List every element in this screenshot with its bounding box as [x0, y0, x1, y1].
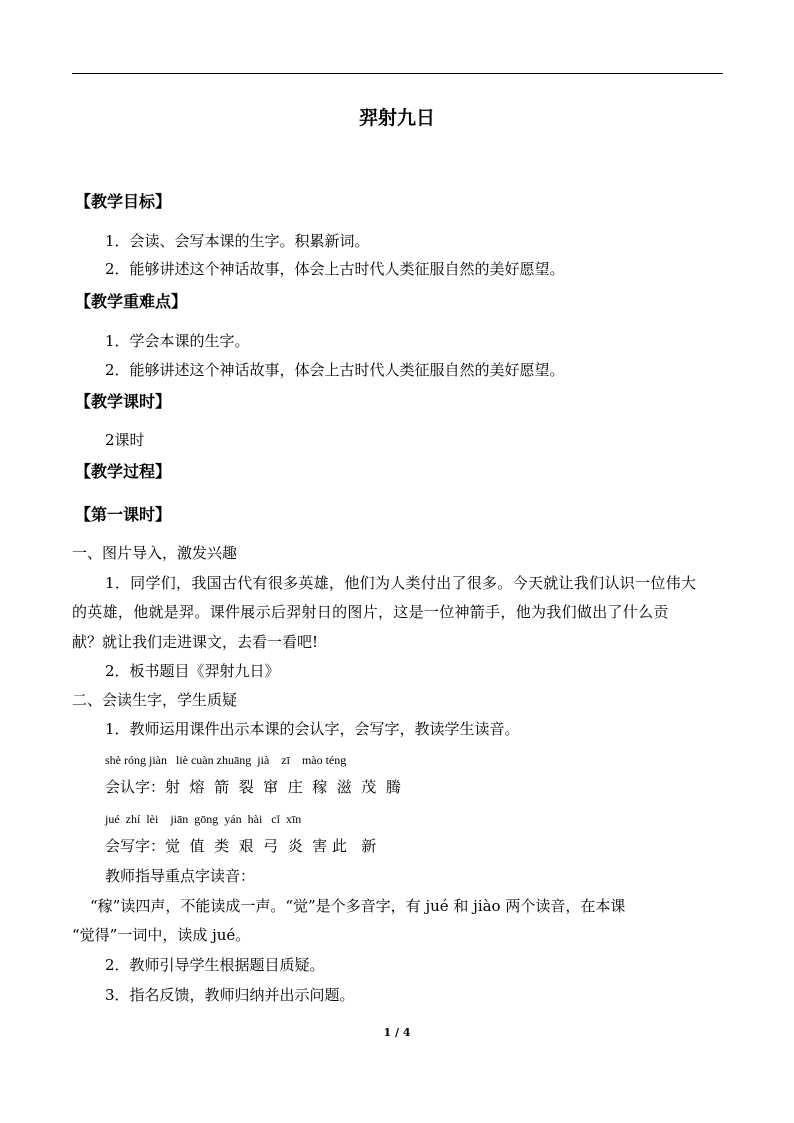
recognize-row: [105, 776, 401, 798]
write-label: 会写字：: [105, 837, 166, 855]
section1-p2: 2．板书题目《羿射九日》: [105, 662, 280, 680]
page-number: 1 / 4: [383, 1026, 411, 1039]
objective-2: 2．能够讲述这个神话故事，体会上古时代人类征服自然的美好愿望。: [105, 260, 565, 278]
heading-key-points: 【教学重难点】: [75, 292, 188, 311]
objective-1: 1．会读、会写本课的生字。积累新词。: [105, 232, 370, 250]
section1-p1-line1: 1．同学们，我国古代有很多英雄，他们为人类付出了很多。今天就让我们认识一位伟大: [105, 574, 697, 592]
pinyin-recognize: shè róng jiàn liè cuàn zhuāng jià zī mào téng: [105, 753, 347, 767]
heading-process: 【教学过程】: [75, 462, 172, 481]
header-rule: [72, 73, 723, 74]
heading-lesson1: 【第一课时】: [75, 505, 172, 524]
write-row: [105, 835, 376, 857]
key-point-1: 1．学会本课的生字。: [105, 332, 250, 350]
recognize-label: 会认字：: [105, 778, 166, 796]
section2-p2: 2．教师引导学生根据题目质疑。: [105, 956, 325, 974]
page-title: 羿射九日: [358, 107, 435, 129]
hours-text: 2课时: [105, 431, 145, 449]
recognize-chars: 射 熔 箭 裂 窜 庄 稼 滋 茂 腾: [165, 778, 401, 796]
note-line1: “稼”读四声，不能读成一声。“觉”是个多音字，有 jué 和 jiào 两个读音，在本课: [90, 897, 626, 915]
guide-text: 教师指导重点字读音：: [105, 867, 256, 885]
key-point-2: 2．能够讲述这个神话故事，体会上古时代人类征服自然的美好愿望。: [105, 361, 565, 379]
note-line2: “觉得”一词中，读成 jué。: [72, 926, 251, 944]
section1-title: 一、图片导入，激发兴趣: [72, 544, 238, 562]
section1-p1-line2: 的英雄，他就是羿。课件展示后羿射日的图片，这是一位神箭手，他为我们做出了什么贡: [72, 603, 669, 621]
pinyin-write: jué zhí lèi jiān gōng yán hài cǐ xīn: [105, 812, 302, 826]
section1-p1-line3: 献？就让我们走进课文，去看一看吧!: [72, 633, 319, 651]
section2-title: 二、会读生字，学生质疑: [72, 691, 238, 709]
heading-hours: 【教学课时】: [75, 392, 172, 411]
heading-objectives: 【教学目标】: [75, 192, 172, 211]
write-chars: 觉 值 类 艰 弓 炎 害 此 新: [165, 837, 377, 855]
section2-p1: 1．教师运用课件出示本课的会认字，会写字，教读学生读音。: [105, 720, 520, 738]
section2-p3: 3．指名反馈，教师归纳并出示问题。: [105, 986, 355, 1004]
